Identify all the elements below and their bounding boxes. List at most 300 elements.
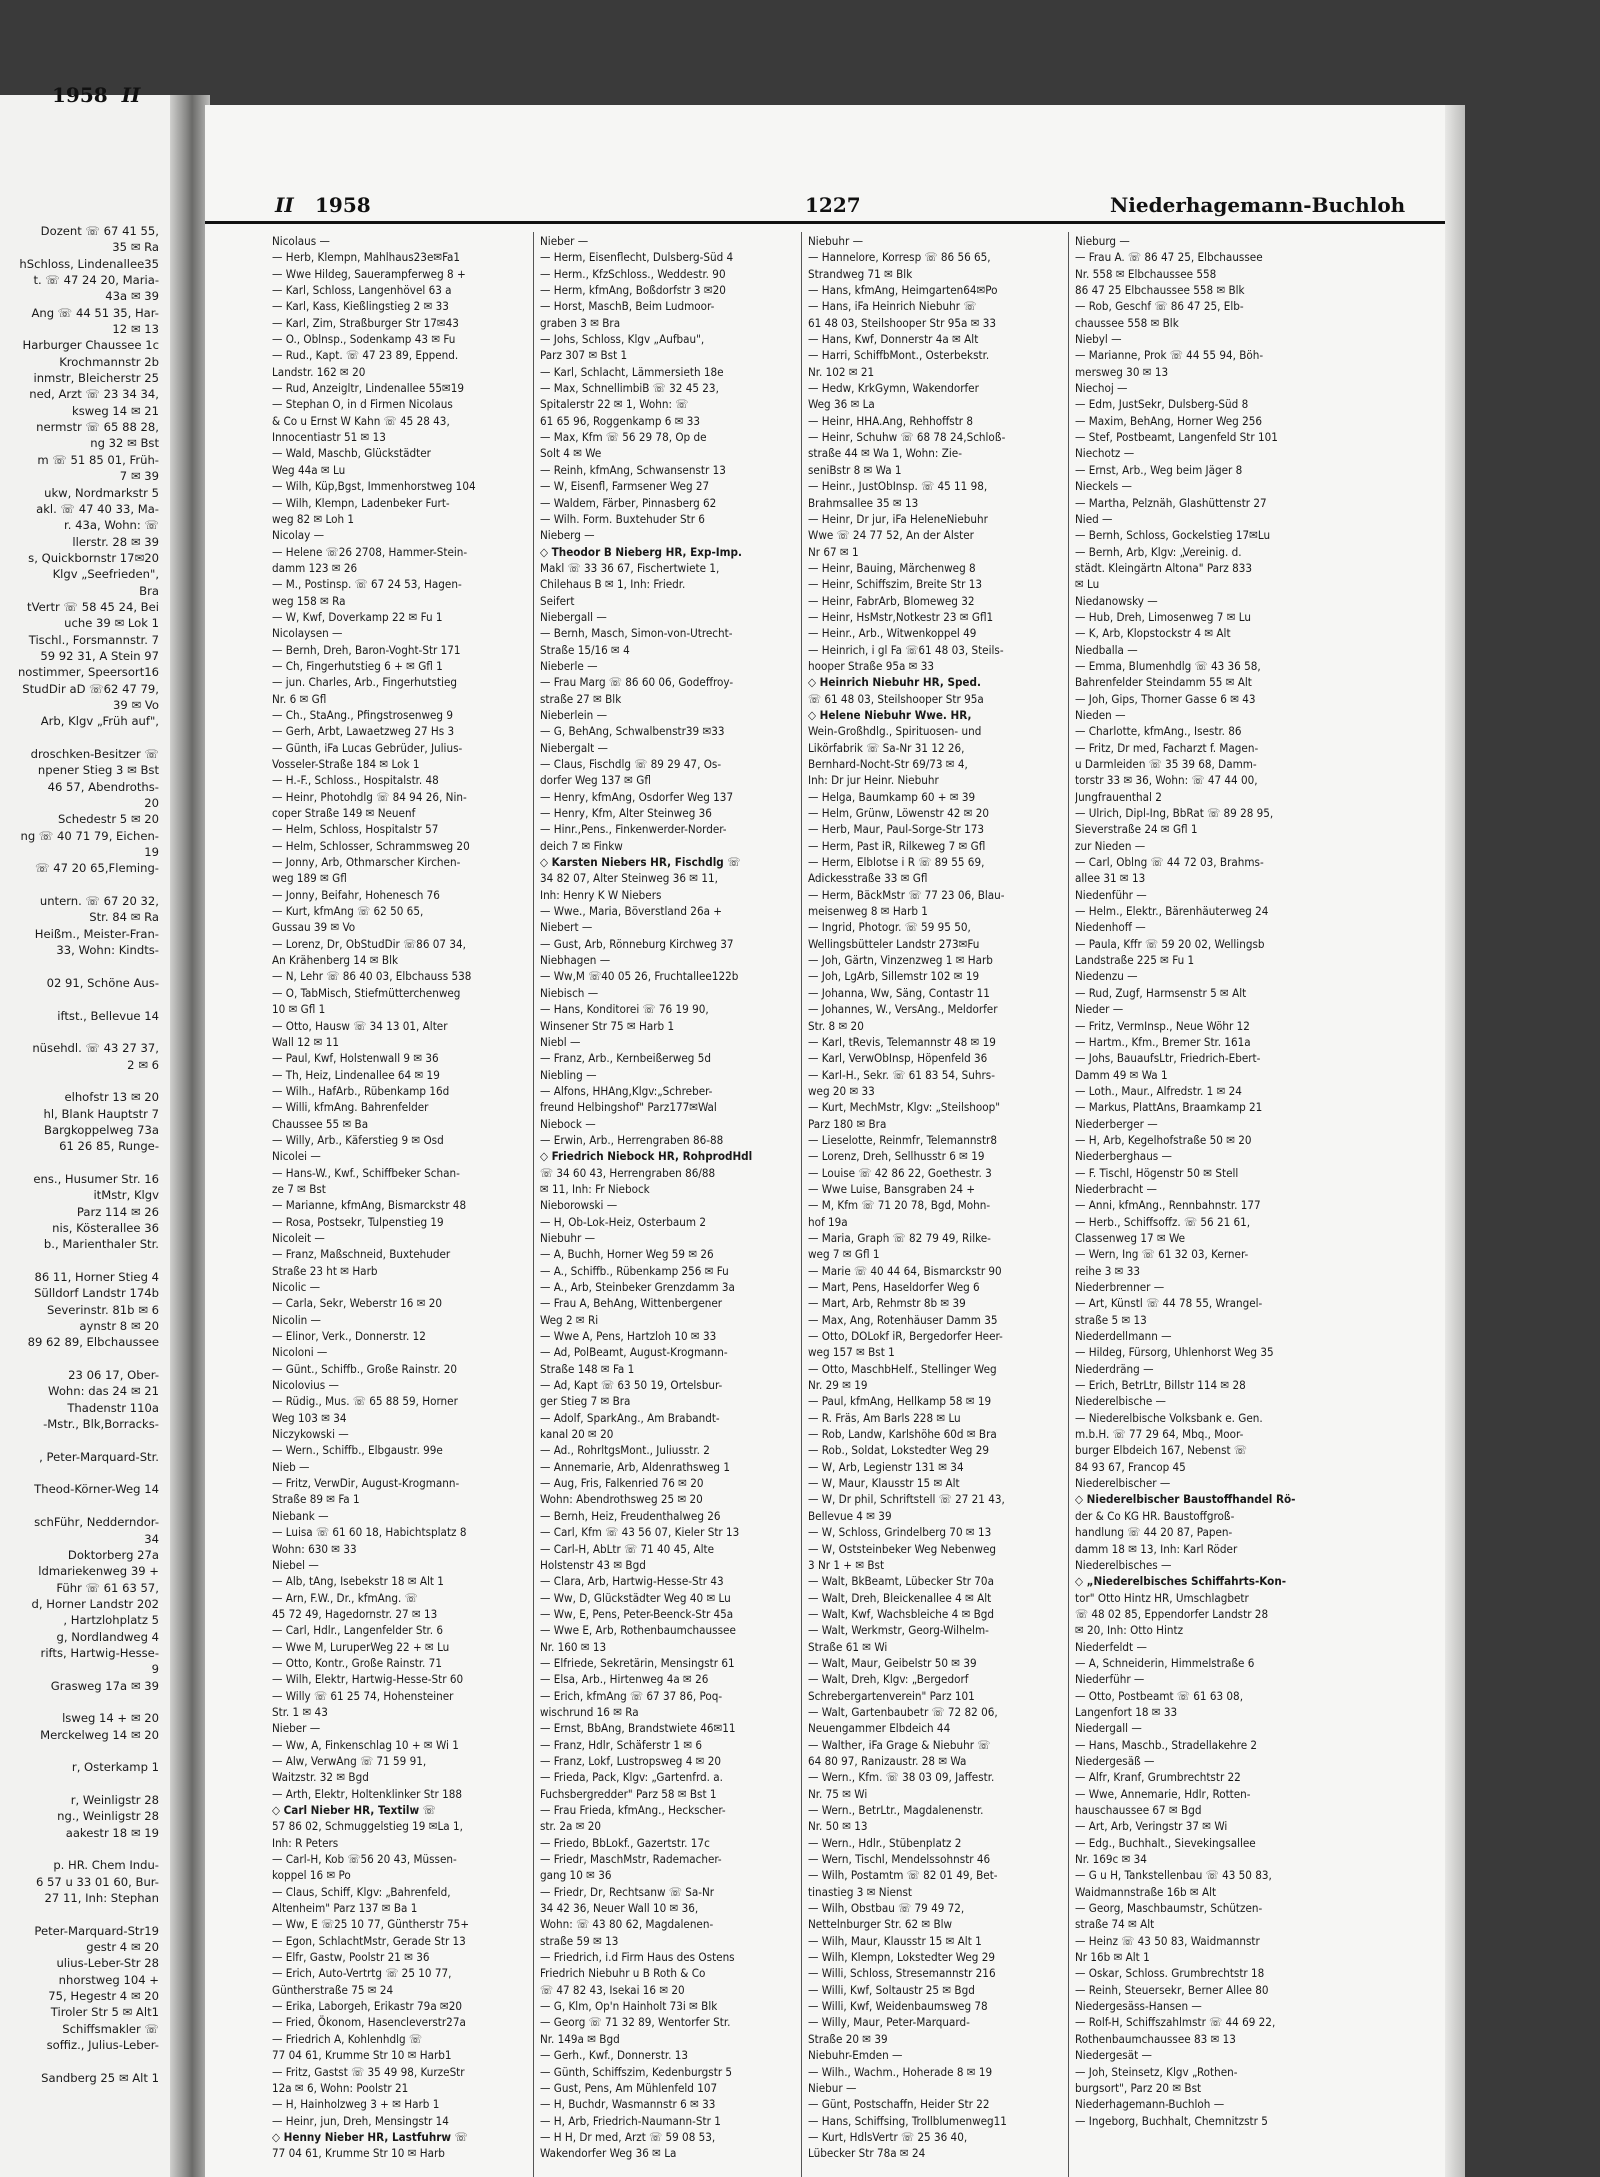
surname-heading: Nicolei — — [272, 1149, 321, 1164]
directory-entry-line: — Willy, Maur, Peter-Marquard- — [808, 2015, 970, 2030]
directory-entry-line: — Hans, iFa Heinrich Niebuhr ☏ — [808, 299, 977, 314]
left-page-entry-line: Tiroler Str 5 ✉ Alt1 — [50, 2005, 159, 2020]
left-page-entry-line: Str. 84 ✉ Ra — [89, 910, 159, 925]
book-gutter — [170, 95, 210, 2177]
directory-entry-line: — Wern., Hdlr., Stübenplatz 2 — [808, 1835, 962, 1850]
left-page-entry-line: Merckelweg 14 ✉ 20 — [40, 1727, 159, 1742]
left-page-entry-line: p. HR. Chem Indu- — [53, 1858, 159, 1873]
directory-entry-line: Strandweg 71 ✉ Blk — [808, 266, 913, 281]
directory-entry-line: — Clara, Arb, Hartwig-Hesse-Str 43 — [540, 1574, 724, 1589]
directory-entry-line: — H, Arb, Kegelhofstraße 50 ✉ 20 — [1075, 1132, 1252, 1147]
directory-entry-line: — Hannelore, Korresp ☏ 86 56 65, — [808, 250, 991, 265]
directory-entry-line: Neuengammer Elbdeich 44 — [808, 1721, 951, 1736]
directory-entry-line: — Carl-H, AbLtr ☏ 71 40 45, Alte — [540, 1541, 715, 1556]
directory-entry-line: — Wern., BetrLtr., Magdalenenstr. — [808, 1803, 984, 1817]
directory-entry-line: — Fried, Ökonom, Hasencleverstr27a — [272, 2015, 466, 2030]
left-page-entry-line: lsweg 14 + ✉ 20 — [62, 1711, 159, 1726]
directory-entry-line: — Wilh, Klempn, Ladenbeker Furt- — [272, 495, 450, 510]
directory-entry-line: m.b.H. ☏ 77 29 64, Mbq., Moor- — [1075, 1427, 1244, 1442]
directory-entry-line: — Walt, Gartenbaubetr ☏ 72 82 06, — [808, 1704, 998, 1719]
directory-entry-line: — Wilh, Postamtm ☏ 82 01 49, Bet- — [808, 1868, 998, 1883]
directory-entry-line: Schrebergartenverein" Parz 101 — [808, 1688, 975, 1703]
directory-entry-line: Fuchsbergredder" Parz 58 ✉ Bst 1 — [540, 1786, 717, 1801]
directory-entry-line: — Helga, Baumkamp 60 + ✉ 39 — [808, 789, 976, 804]
directory-entry-line: — jun. Charles, Arb., Fingerhutstieg — [272, 675, 457, 690]
directory-entry-line: — Willi, Kwf, Soltaustr 25 ✉ Bgd — [808, 1982, 975, 1997]
directory-entry-line: ◇ Carl Nieber HR, Textilw ☏ — [272, 1803, 436, 1817]
directory-entry-line: Gussau 39 ✉ Vo — [272, 920, 356, 935]
directory-entry-line: Bellevue 4 ✉ 39 — [808, 1508, 892, 1523]
left-page-entry-line: tVertr ☏ 58 45 24, Bei — [27, 599, 159, 614]
directory-entry-line: Adickesstraße 33 ✉ Gfl — [808, 871, 928, 886]
left-page-entry-line: 23 06 17, Ober- — [68, 1368, 159, 1383]
left-page-entry-line: Sülldorf Landstr 174b — [34, 1286, 159, 1301]
left-page-entry-line: Theod-Körner-Weg 14 — [34, 1482, 159, 1497]
directory-entry-line: ger Stieg 7 ✉ Bra — [540, 1394, 631, 1409]
directory-entry-line: — Wwe Luise, Bansgraben 24 + — [808, 1181, 976, 1196]
directory-entry-line: — Henry, Kfm, Alter Steinweg 36 — [540, 806, 712, 821]
left-page-entry-line: untern. ☏ 67 20 32, — [39, 894, 159, 909]
left-page-entry-line: -Mstr., Blk,Borracks- — [43, 1417, 159, 1432]
directory-entry-line: — O., Oblnsp., Sodenkamp 43 ✉ Fu — [272, 332, 456, 347]
directory-entry-line: Wohn: Abendrothsweg 25 ✉ 20 — [540, 1492, 703, 1507]
left-page-entry-line: Tischl., Forsmannstr. 7 — [28, 632, 159, 647]
directory-entry-line: — Wwe M, LuruperWeg 22 + ✉ Lu — [272, 1639, 450, 1654]
left-page-entry-line: aynstr 8 ✉ 20 — [79, 1319, 159, 1334]
directory-entry-line: — Rosa, Postsekr, Tulpenstieg 19 — [272, 1214, 444, 1229]
directory-entry-line: Weg 36 ✉ La — [808, 397, 875, 412]
surname-heading: Niedergesäss-Hansen — — [1075, 1999, 1202, 2014]
directory-entry-line: — Mart, Pens, Haseldorfer Weg 6 — [808, 1280, 980, 1294]
directory-entry-line: — Herm, BäckMstr ☏ 77 23 06, Blau- — [808, 887, 1005, 902]
directory-entry-line: tinastieg 3 ✉ Nienst — [808, 1884, 913, 1899]
directory-entry-line: — Adolf, SparkAng., Am Brabandt- — [540, 1410, 720, 1425]
directory-entry-line: 64 80 97, Ranizaustr. 28 ✉ Wa — [808, 1753, 967, 1768]
left-page-entry-line: Grasweg 17a ✉ 39 — [50, 1678, 159, 1693]
surname-heading: Niebisch — — [540, 985, 599, 1000]
directory-entry-line: ◇ „Niederelbisches Schiffahrts-Kon- — [1075, 1574, 1287, 1589]
directory-entry-line: Damm 49 ✉ Wa 1 — [1075, 1067, 1168, 1082]
directory-entry-line: 45 72 49, Hagedornstr. 27 ✉ 13 — [272, 1606, 438, 1621]
left-page-entry-line: 02 91, Schöne Aus- — [46, 975, 159, 990]
directory-entry-line: — Anni, kfmAng., Rennbahnstr. 177 — [1075, 1198, 1261, 1213]
directory-entry-line: — Elfriede, Sekretärin, Mensingstr 61 — [540, 1655, 735, 1670]
directory-entry-line: ✉ Lu — [1075, 577, 1100, 592]
left-page-entry-line: 7 ✉ 39 — [119, 469, 159, 484]
directory-entry-line: Wakendorfer Weg 36 ✉ La — [540, 2146, 677, 2161]
directory-entry-line: — Karl, tRevis, Telemannstr 48 ✉ 19 — [808, 1034, 996, 1049]
surname-heading: Niedergall — — [1075, 1721, 1142, 1736]
directory-entry-line: — A, Buchh, Horner Weg 59 ✉ 26 — [540, 1247, 714, 1262]
directory-entry-line: Str. 8 ✉ 20 — [808, 1018, 864, 1033]
surname-heading: Niederberger — — [1075, 1116, 1158, 1131]
left-page-entry-line: ksweg 14 ✉ 21 — [71, 403, 159, 418]
directory-entry-line: — W, Dr phil, Schriftstell ☏ 27 21 43, — [808, 1492, 1005, 1507]
left-page-entry-line: Klgv „Seefrieden", — [52, 567, 159, 582]
directory-entry-line: — Frau A, BehAng, Wittenbergener — [540, 1296, 723, 1311]
directory-entry-line: — Helm, Grünw, Löwenstr 42 ✉ 20 — [808, 806, 990, 821]
left-page-entry-line: akl. ☏ 47 40 33, Ma- — [36, 501, 159, 516]
left-page-entry-line: aakestr 18 ✉ 19 — [65, 1825, 159, 1840]
surname-heading: Niebert — — [540, 920, 593, 935]
directory-entry-line: — Marianne, Prok ☏ 44 55 94, Böh- — [1075, 348, 1264, 363]
directory-entry-line: — Wwe Hildeg, Sauerampferweg 8 + — [272, 266, 466, 281]
directory-entry-line: — Erwin, Arb., Herrengraben 86-88 — [540, 1132, 724, 1147]
directory-entry-line: — Herm., KfzSchloss., Weddestr. 90 — [540, 266, 726, 281]
directory-entry-line: — Marianne, kfmAng, Bismarckstr 48 — [272, 1198, 467, 1213]
directory-entry-line: — Heinr., Arb., Witwenkoppel 49 — [808, 626, 977, 641]
left-page-entry-line: 61 26 85, Runge- — [59, 1139, 159, 1154]
surname-heading: Nieber — — [540, 234, 589, 248]
left-page-entry-line: 12 ✉ 13 — [112, 322, 159, 337]
directory-entry-line: 34 82 07, Alter Steinweg 36 ✉ 11, — [540, 871, 718, 886]
directory-entry-line: — Rud, Zugf, Harmsenstr 5 ✉ Alt — [1075, 985, 1247, 1000]
left-page-entry-line: Severinstr. 81b ✉ 6 — [46, 1302, 159, 1317]
surname-heading: Niederelbischer — — [1075, 1476, 1171, 1491]
surname-heading: Niederdräng — — [1075, 1361, 1154, 1376]
directory-entry-line: Rothenbaumchaussee 83 ✉ 13 — [1075, 2031, 1236, 2046]
directory-entry-line: — Joh, Steinsetz, Klgv „Rothen- — [1075, 2064, 1238, 2079]
directory-entry-line: weg 7 ✉ Gfl 1 — [808, 1247, 880, 1262]
surname-heading: Niederelbische — — [1075, 1394, 1166, 1409]
directory-entry-line: — Alfons, HHAng,Klgv:„Schreber- — [540, 1083, 713, 1098]
directory-entry-line: An Krähenberg 14 ✉ Blk — [272, 953, 399, 968]
directory-entry-line: Weg 2 ✉ Ri — [540, 1312, 599, 1327]
directory-entry-line: — Hedw, KrkGymn, Wakendorfer — [808, 381, 979, 396]
directory-entry-line: — Erich, BetrLtr, Billstr 114 ✉ 28 — [1075, 1378, 1246, 1393]
directory-entry-line: — Franz, Lokf, Lustropsweg 4 ✉ 20 — [540, 1753, 721, 1768]
directory-entry-line: 77 04 61, Krumme Str 10 ✉ Harb — [272, 2146, 445, 2161]
column-divider — [1068, 232, 1069, 2177]
directory-entry-line: — Rob, Landw, Karlshöhe 60d ✉ Bra — [808, 1427, 997, 1442]
left-page-entry-line: schFühr, Nedderndor- — [34, 1515, 159, 1530]
directory-entry-line: — Heinr, Schuhw ☏ 68 78 24,Schloß- — [808, 430, 1006, 445]
directory-entry-line: — Stephan O, in d Firmen Nicolaus — [272, 397, 453, 412]
directory-entry-line: ☏ 47 82 43, Isekai 16 ✉ 20 — [540, 1982, 685, 1997]
directory-entry-line: — Walt, Dreh, Klgv: „Bergedorf — [808, 1672, 969, 1687]
directory-entry-line: — M, Kfm ☏ 71 20 78, Bgd, Mohn- — [808, 1198, 991, 1213]
directory-entry-line: — Frau Marg ☏ 86 60 06, Godeffroy- — [540, 675, 734, 690]
directory-entry-line: — Carla, Sekr, Weberstr 16 ✉ 20 — [272, 1296, 443, 1311]
surname-heading: Nieburg — — [1075, 234, 1130, 248]
left-page-entry-line: Parz 114 ✉ 26 — [76, 1204, 159, 1219]
surname-heading: Niebel — — [272, 1557, 319, 1572]
surname-heading: Nieberle — — [540, 658, 598, 673]
directory-entry-line: — F. Tischl, Högenstr 50 ✉ Stell — [1075, 1165, 1239, 1180]
directory-entry-line: torstr 33 ✉ 36, Wohn: ☏ 47 44 00, — [1075, 773, 1258, 788]
left-page-entry-line — [0, 1694, 165, 1710]
directory-entry-line: seniBstr 8 ✉ Wa 1 — [808, 462, 902, 477]
left-page-entry-line — [0, 1024, 165, 1040]
directory-entry-line: — Helene ☏26 2708, Hammer-Stein- — [272, 544, 468, 559]
left-page-entry-line: nis, Kösterallee 36 — [52, 1220, 159, 1235]
directory-entry-line: kanal 20 ✉ 20 — [540, 1427, 614, 1442]
directory-entry-line: Weg 44a ✉ Lu — [272, 462, 346, 477]
directory-entry-line: coper Straße 149 ✉ Neuenf — [272, 806, 416, 821]
left-page-entry-line: 59 92 31, A Stein 97 — [40, 648, 159, 663]
left-page — [0, 95, 170, 2177]
left-page-entry-line — [0, 1841, 165, 1857]
directory-entry-line: — A., Schiffb., Rübenkamp 256 ✉ Fu — [540, 1263, 729, 1278]
directory-entry-line: — Karl, Kass, Kießlingstieg 2 ✉ 33 — [272, 299, 449, 314]
directory-entry-line: — K, Arb, Klopstockstr 4 ✉ Alt — [1075, 626, 1231, 641]
left-header-volume: II — [121, 83, 141, 107]
surname-heading: Niczykowski — — [272, 1427, 349, 1442]
directory-entry-line: — Friedrich A, Kohlenhdlg ☏ — [272, 2031, 423, 2046]
left-page-entry-line: m ☏ 51 85 01, Früh- — [37, 452, 159, 467]
directory-entry-line: straße 5 ✉ 13 — [1075, 1312, 1147, 1327]
directory-entry-line: — Art, Arb, Veringstr 37 ✉ Wi — [1075, 1819, 1228, 1834]
left-page-entry-line: 46 57, Abendroths- — [47, 779, 159, 794]
left-page-entry-line: r. 43a, Wohn: ☏ — [64, 518, 159, 533]
directory-entry-line: — Friedr, Dr, Rechtsanw ☏ Sa-Nr — [540, 1884, 715, 1899]
directory-entry-line: Sieverstraße 24 ✉ Gfl 1 — [1075, 822, 1198, 837]
surname-heading: Niebuhr-Emden — — [808, 2048, 903, 2063]
directory-entry-line: — Heinz ☏ 43 50 83, Waidmannstr — [1075, 1933, 1260, 1948]
directory-entry-line: Bahrenfelder Steindamm 55 ✉ Alt — [1075, 675, 1252, 690]
left-page-entry-line — [0, 991, 165, 1007]
directory-entry-line: — Lieselotte, Reinmfr, Telemannstr8 — [808, 1132, 997, 1147]
directory-entry-line: Nr. 558 ✉ Elbchaussee 558 — [1075, 266, 1217, 281]
left-page-entry-line: 39 ✉ Vo — [113, 697, 159, 712]
left-page-entry-line: itMstr, Klgv — [93, 1188, 159, 1203]
directory-entry-line: — Wilh. Form. Buxtehuder Str 6 — [540, 511, 705, 526]
directory-entry-line: — Elsa, Arb., Hirtenweg 4a ✉ 26 — [540, 1672, 709, 1687]
directory-entry-line: — Rob, Geschf ☏ 86 47 25, Elb- — [1075, 299, 1244, 314]
directory-entry-line: — Willi, kfmAng. Bahrenfelder — [272, 1100, 429, 1115]
left-page-entry-line: 2 ✉ 6 — [127, 1057, 159, 1072]
directory-entry-line: — Hartm., Kfm., Bremer Str. 161a — [1075, 1034, 1251, 1049]
left-header-year: 1958 — [52, 83, 108, 107]
directory-entry-line: Brahmsallee 35 ✉ 13 — [808, 495, 919, 510]
directory-entry-line: — Kurt, MechMstr, Klgv: „Steilshoop" — [808, 1100, 1001, 1115]
left-page-entry-line: soffiz., Julius-Leber- — [46, 2038, 159, 2053]
directory-entry-line: — Friedo, BbLokf., Gazertstr. 17c — [540, 1835, 710, 1850]
left-page-entry-line: ng., Weinligstr 28 — [57, 1809, 159, 1824]
directory-entry-line: — Günth, iFa Lucas Gebrüder, Julius- — [272, 740, 463, 755]
directory-entry-line: — Hans, Konditorei ☏ 76 19 90, — [540, 1002, 709, 1017]
directory-entry-line: — Wilh, Küp,Bgst, Immenhorstweg 104 — [272, 479, 476, 494]
directory-entry-line: — W, Eisenfl, Farmsener Weg 27 — [540, 479, 710, 494]
directory-entry-line: 86 47 25 Elbchaussee 558 ✉ Blk — [1075, 283, 1245, 298]
directory-entry-line: — Hinr.,Pens., Finkenwerder-Norder- — [540, 822, 727, 837]
directory-entry-line: — Bernh, Heiz, Freudenthalweg 26 — [540, 1508, 721, 1523]
surname-heading: Niechotz — — [1075, 446, 1135, 461]
directory-entry-line: — W, Schloss, Grindelberg 70 ✉ 13 — [808, 1525, 992, 1540]
directory-entry-line: — Rüdig., Mus. ☏ 65 88 59, Horner — [272, 1394, 458, 1409]
left-page-entry-line: iftst., Bellevue 14 — [57, 1008, 159, 1023]
directory-entry-line: — Oskar, Schloss. Grumbrechtstr 18 — [1075, 1966, 1265, 1981]
directory-entry-line: weg 20 ✉ 33 — [808, 1083, 875, 1098]
directory-entry-line: — G, BehAng, Schwalbenstr39 ✉33 — [540, 724, 725, 739]
directory-entry-line: — Wwe A, Pens, Hartzloh 10 ✉ 33 — [540, 1329, 717, 1344]
directory-entry-line: — G u H, Tankstellenbau ☏ 43 50 83, — [1075, 1868, 1272, 1883]
directory-entry-line: weg 158 ✉ Ra — [272, 593, 346, 608]
left-page-entry-line: t. ☏ 47 24 20, Maria- — [33, 273, 159, 288]
directory-entry-line: — Wern, Ing ☏ 61 32 03, Kerner- — [1075, 1247, 1249, 1262]
directory-entry-line: Nr. 75 ✉ Wi — [808, 1786, 868, 1801]
directory-entry-line: Wohn: 630 ✉ 33 — [272, 1541, 357, 1556]
left-page-entry-line — [0, 1776, 165, 1792]
surname-heading: Nicolaysen — — [272, 626, 343, 641]
directory-entry-line: — Heinr, jun, Dreh, Mensingstr 14 — [272, 2113, 449, 2128]
directory-entry-line: deich 7 ✉ Finkw — [540, 838, 623, 853]
directory-entry-line: ☏ 61 48 03, Steilshooper Str 95a — [808, 691, 984, 706]
directory-entry-line: Güntherstraße 75 ✉ 24 — [272, 1982, 394, 1997]
directory-entry-line: — H.-F., Schloss., Hospitalstr. 48 — [272, 773, 439, 788]
surname-heading: Niechoj — — [1075, 381, 1128, 396]
page-edge — [1445, 105, 1465, 2177]
surname-heading: Niebuhr — — [808, 234, 863, 248]
left-page-entry-line: 75, Hegestr 4 ✉ 20 — [48, 1989, 159, 2004]
directory-entry-line: 61 65 96, Roggenkamp 6 ✉ 33 — [540, 413, 701, 428]
left-page-entry-line: ens., Husumer Str. 16 — [33, 1171, 159, 1186]
directory-entry-line: Altenheim" Parz 137 ✉ Ba 1 — [272, 1901, 418, 1916]
directory-entry-line: Wellingsbütteler Landstr 273✉Fu — [808, 936, 980, 951]
directory-entry-line: — Hildeg, Fürsorg, Uhlenhorst Weg 35 — [1075, 1345, 1274, 1360]
directory-entry-line: — Frau A. ☏ 86 47 25, Elbchaussee — [1075, 250, 1263, 265]
directory-entry-line: — Egon, SchlachtMstr, Gerade Str 13 — [272, 1933, 466, 1948]
directory-entry-line: — Herb., Schiffsoffz. ☏ 56 21 61, — [1075, 1214, 1251, 1229]
directory-entry-line: weg 189 ✉ Gfl — [272, 871, 347, 886]
left-page-entry-line: inmstr, Bleicherstr 25 — [33, 371, 159, 386]
left-page-entry-line: Schedestr 5 ✉ 20 — [58, 812, 159, 827]
directory-entry-line: — Rolf-H, Schiffszahlmstr ☏ 44 69 22, — [1075, 2015, 1276, 2030]
directory-entry-line: — Wwe E, Arb, Rothenbaumchaussee — [540, 1623, 736, 1638]
left-page-entry-line: StudDir aD ☏62 47 79, — [22, 681, 159, 696]
left-page-entry-line: 6 57 u 33 01 60, Bur- — [35, 1874, 159, 1889]
directory-entry-line: — M., Postinsp. ☏ 67 24 53, Hagen- — [272, 577, 462, 592]
left-page-entry-line: Arb, Klgv „Früh auf", — [40, 714, 159, 729]
directory-entry-line: dorfer Weg 137 ✉ Gfl — [540, 773, 651, 788]
directory-entry-line: — Friedr, MaschMstr, Rademacher- — [540, 1852, 722, 1867]
directory-entry-line: — Karl-H., Sekr. ☏ 61 83 54, Suhrs- — [808, 1067, 995, 1082]
left-page-entry-line: ulius-Leber-Str 28 — [56, 1956, 159, 1971]
left-page-entry-line — [0, 730, 165, 746]
surname-heading: Nicolay — — [272, 528, 325, 543]
directory-entry-line: — Franz, Arb., Kernbeißerweg 5d — [540, 1051, 712, 1066]
directory-entry-line: Chaussee 55 ✉ Ba — [272, 1116, 369, 1131]
column-divider — [533, 232, 534, 2177]
left-page-entry-line: Dozent ☏ 67 41 55, — [40, 224, 159, 238]
directory-entry-line: — Charlotte, kfmAng., Isestr. 86 — [1075, 724, 1242, 739]
directory-entry-line: — Herb, Maur, Paul-Sorge-Str 173 — [808, 822, 984, 837]
left-page-entry-line: llerstr. 28 ✉ 39 — [72, 534, 159, 549]
surname-heading: Nicolin — — [272, 1312, 321, 1327]
directory-entry-line: — Fritz, Dr med, Facharzt f. Magen- — [1075, 740, 1259, 755]
surname-heading: Nieb — — [272, 1459, 310, 1474]
directory-entry-line: weg 157 ✉ Bst 1 — [808, 1345, 895, 1360]
surname-heading: Nieder — — [1075, 1002, 1124, 1017]
left-page-entry-line: 33, Wohn: Kindts- — [56, 943, 159, 958]
directory-entry-line: 77 04 61, Krumme Str 10 ✉ Harb1 — [272, 2048, 452, 2063]
surname-heading: Niedanowsky — — [1075, 593, 1158, 608]
directory-entry-line: 3 Nr 1 + ✉ Bst — [808, 1557, 885, 1572]
left-page-entry-line — [0, 1253, 165, 1269]
directory-entry-line: — Rud., Kapt. ☏ 47 23 89, Eppend. — [272, 348, 459, 363]
directory-entry-line: Straße 23 ht ✉ Harb — [272, 1263, 378, 1278]
left-page-entry-line: droschken-Besitzer ☏ — [30, 747, 159, 761]
directory-entry-line: straße 27 ✉ Blk — [540, 691, 622, 706]
surname-heading: Nieber — — [272, 1721, 321, 1736]
directory-entry-line: — Heinr, FabrArb, Blomeweg 32 — [808, 593, 975, 608]
directory-entry-line: städt. Kleingärtn Altona" Parz 833 — [1075, 560, 1252, 575]
directory-entry-line: — Rob., Soldat, Lokstedter Weg 29 — [808, 1443, 989, 1458]
directory-entry-line: — Ww, E, Pens, Peter-Beenck-Str 45a — [540, 1606, 734, 1621]
directory-entry-line: — Walt, Kwf, Wachsbleiche 4 ✉ Bgd — [808, 1606, 995, 1621]
left-page-entry-line — [0, 958, 165, 974]
surname-heading: Niederdellmann — — [1075, 1329, 1172, 1344]
left-page-entry-line — [0, 1432, 165, 1448]
left-page-entry-line: 89 62 89, Elbchaussee — [27, 1335, 159, 1350]
left-page-entry-line: Schiffsmakler ☏ — [62, 2021, 159, 2036]
directory-entry-line: — Jonny, Beifahr, Hohenesch 76 — [272, 887, 440, 902]
directory-entry-line: ◇ Heinrich Niebuhr HR, Sped. — [808, 675, 981, 690]
left-page-entry-line: ☏ 47 20 65,Fleming- — [35, 861, 159, 876]
directory-column-2 — [540, 233, 786, 2162]
directory-entry-line: — Ingeborg, Buchhalt, Chemnitzstr 5 — [1075, 2113, 1268, 2128]
directory-entry-line: — Herm, kfmAng, Boßdorfstr 3 ✉20 — [540, 283, 726, 298]
directory-entry-line: — Heinrich, i gl Fa ☏61 48 03, Steils- — [808, 642, 1004, 657]
left-page-entry-line: elhofstr 13 ✉ 20 — [64, 1090, 159, 1105]
directory-entry-line: — Erich, kfmAng ☏ 67 37 86, Poq- — [540, 1688, 723, 1703]
directory-entry-line: — Walt, BkBeamt, Lübecker Str 70a — [808, 1574, 994, 1589]
directory-entry-line: — Hans, Maschb., Stradellakehre 2 — [1075, 1737, 1258, 1752]
directory-entry-line: — Rud, Anzeigltr, Lindenallee 55✉19 — [272, 381, 464, 396]
surname-heading: Niebank — — [272, 1508, 329, 1523]
directory-entry-line: — Alw, VerwAng ☏ 71 59 91, — [272, 1753, 427, 1768]
directory-entry-line: — Paul, kfmAng, Hellkamp 58 ✉ 19 — [808, 1394, 992, 1409]
directory-entry-line: — Niederelbische Volksbank e. Gen. — [1075, 1410, 1263, 1425]
directory-entry-line: Nr 16b ✉ Alt 1 — [1075, 1950, 1150, 1965]
directory-entry-line: Nr. 149a ✉ Bgd — [540, 2031, 620, 2046]
surname-heading: Nieberlein — — [540, 707, 608, 722]
directory-column-3 — [808, 233, 1054, 2162]
directory-entry-line: — Claus, Schiff, Klgv: „Bahrenfeld, — [272, 1884, 451, 1899]
directory-entry-line: 10 ✉ Gfl 1 — [272, 1002, 326, 1017]
directory-entry-line: ☏ 34 60 43, Herrengraben 86/88 — [540, 1165, 716, 1180]
directory-entry-line: — Art, Künstl ☏ 44 78 55, Wrangel- — [1075, 1296, 1263, 1311]
directory-entry-line: — H, Ob-Lok-Heiz, Osterbaum 2 — [540, 1214, 707, 1229]
directory-entry-line: — Walt, Dreh, Bleickenallee 4 ✉ Alt — [808, 1590, 992, 1605]
directory-entry-line: — Ww, A, Finkenschlag 10 + ✉ Wi 1 — [272, 1737, 459, 1752]
directory-entry-line: — Bernh, Arb, Klgv: „Vereinig. d. — [1075, 544, 1242, 559]
surname-heading: Niebuhr — — [540, 1230, 595, 1245]
directory-entry-line: — Jonny, Arb, Othmarscher Kirchen- — [272, 855, 461, 870]
directory-entry-line: — Hub, Dreh, Limosenweg 7 ✉ Lu — [1075, 609, 1251, 624]
directory-entry-line: — A., Arb, Steinbeker Grenzdamm 3a — [540, 1280, 735, 1294]
left-page-entry-line: Führ ☏ 61 63 57, — [56, 1580, 159, 1595]
directory-entry-line: Straße 148 ✉ Fa 1 — [540, 1361, 635, 1376]
directory-entry-line: — Hans, Kwf, Donnerstr 4a ✉ Alt — [808, 332, 979, 347]
directory-entry-line: — W, Arb, Legienstr 131 ✉ 34 — [808, 1459, 964, 1474]
directory-entry-line: Winsener Str 75 ✉ Harb 1 — [540, 1018, 675, 1033]
left-page-entry-line: nüsehdl. ☏ 43 27 37, — [32, 1041, 159, 1056]
directory-entry-line: — Otto, MaschbHelf., Stellinger Weg — [808, 1361, 997, 1376]
directory-entry-line: graben 3 ✉ Bra — [540, 315, 621, 330]
directory-entry-line: — Gust, Pens, Am Mühlenfeld 107 — [540, 2080, 718, 2095]
directory-entry-line: Vosseler-Straße 184 ✉ Lok 1 — [272, 757, 420, 771]
left-page-entry-line: ldmariekenweg 39 + — [38, 1564, 159, 1579]
left-page-entry-line: hl, Blank Hauptstr 7 — [43, 1106, 159, 1121]
directory-entry-line: straße 44 ✉ Wa 1, Wohn: Zie- — [808, 446, 962, 461]
directory-entry-line: — Henry, kfmAng, Osdorfer Weg 137 — [540, 789, 734, 804]
directory-entry-line: — Wwe., Maria, Böverstland 26a + — [540, 904, 723, 919]
left-page-entry-line — [0, 2054, 165, 2070]
directory-entry-line: — Hans, kfmAng, Heimgarten64✉Po — [808, 283, 998, 298]
directory-entry-line: ◇ Karsten Niebers HR, Fischdlg ☏ — [540, 855, 741, 870]
directory-entry-line: — Günt., Schiffb., Große Rainstr. 20 — [272, 1361, 458, 1376]
